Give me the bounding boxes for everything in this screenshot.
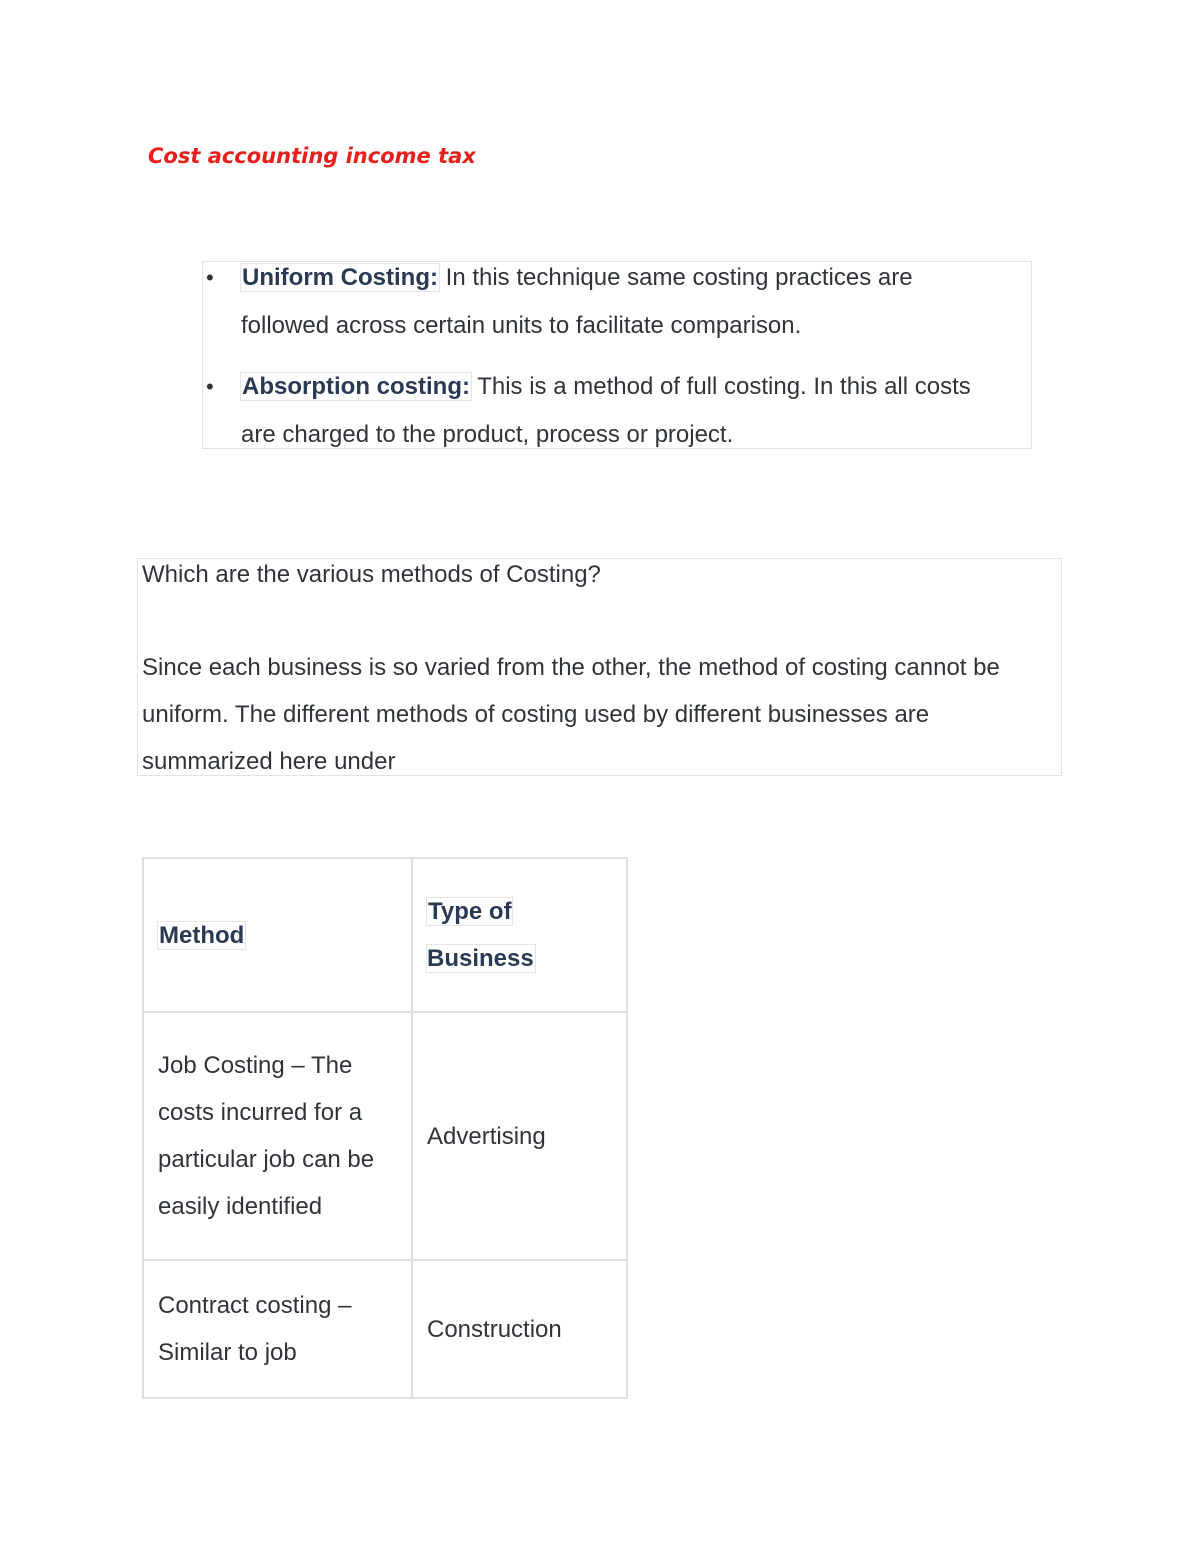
- list-item-content: [241, 363, 1003, 459]
- header-method: Method: [159, 921, 245, 949]
- table-header-cell: [412, 858, 627, 1012]
- section-answer: Since each business is so varied from the other, the method of costing cannot be uniform. The different methods of costing used by different businesses are summarized here under: [142, 654, 1000, 775]
- list-item: [203, 363, 1003, 459]
- bullet-icon: •: [206, 265, 214, 290]
- list-item-term: Uniform Costing:: [242, 264, 438, 291]
- table-header-cell: [143, 858, 412, 1012]
- table-cell-method: Contract costing – Similar to job: [143, 1260, 412, 1398]
- list-item-content: [241, 254, 1003, 350]
- table-cell-method: Job Costing – The costs incurred for a particular job can be easily identified: [143, 1012, 412, 1260]
- list-item: [203, 254, 1003, 350]
- costing-methods-section: [137, 558, 1062, 776]
- table-cell-business: Advertising: [412, 1012, 627, 1260]
- document-title: Cost accounting income tax: [148, 144, 476, 168]
- table-row: [143, 1012, 627, 1260]
- table-header-row: [143, 858, 627, 1012]
- list-item-text: In this technique same costing practices are followed across certain units to facilitate comparison.: [241, 264, 913, 339]
- table-cell-business: Construction: [412, 1260, 627, 1398]
- costing-methods-table: [142, 857, 628, 1399]
- bullet-icon: •: [206, 374, 214, 399]
- list-item-text: This is a method of full costing. In this all costs are charged to the product, process or project.: [241, 373, 971, 448]
- costing-techniques-box: [202, 261, 1032, 449]
- list-item-term: Absorption costing:: [242, 373, 470, 400]
- table-row: [143, 1260, 627, 1398]
- header-business-type: Type of Business: [427, 898, 534, 972]
- section-question: Which are the various methods of Costing?: [142, 561, 601, 588]
